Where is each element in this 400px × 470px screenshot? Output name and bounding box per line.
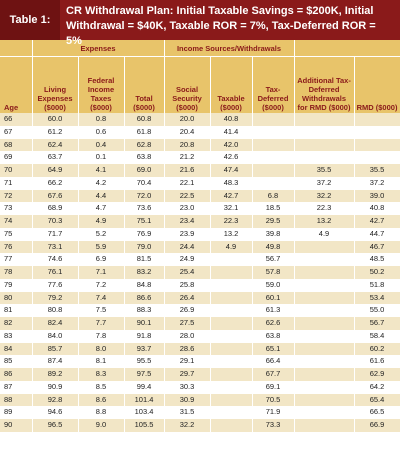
tax-deferred-cell: 73.3 [252, 419, 294, 432]
additional-rmd-cell: 4.9 [294, 228, 354, 241]
rmd-cell: 51.8 [354, 279, 400, 292]
federal-income-taxes-cell: 7.7 [78, 317, 124, 330]
tax-deferred-cell [252, 139, 294, 152]
taxable-cell: 40.8 [210, 113, 252, 126]
federal-income-taxes-cell: 7.4 [78, 292, 124, 305]
total-cell: 73.6 [124, 202, 164, 215]
federal-income-taxes-cell: 5.2 [78, 228, 124, 241]
title-bar [0, 0, 400, 47]
taxable-cell: 48.3 [210, 177, 252, 190]
social-security-cell: 25.4 [164, 266, 210, 279]
living-expenses-cell: 64.9 [32, 164, 78, 177]
living-expenses-cell: 73.1 [32, 241, 78, 254]
header-group-row [0, 40, 400, 57]
taxable-cell: 47.4 [210, 164, 252, 177]
rmd-cell: 56.7 [354, 317, 400, 330]
social-security-cell: 20.4 [164, 126, 210, 139]
taxable-cell [210, 292, 252, 305]
age-cell: 71 [0, 177, 32, 190]
living-expenses-cell: 74.6 [32, 253, 78, 266]
additional-rmd-cell [294, 317, 354, 330]
tax-deferred-cell [252, 177, 294, 190]
rmd-cell: 37.2 [354, 177, 400, 190]
table-row [0, 126, 400, 139]
living-expenses-cell: 89.2 [32, 368, 78, 381]
social-security-cell: 28.6 [164, 343, 210, 356]
total-cell: 90.1 [124, 317, 164, 330]
tax-deferred-cell: 56.7 [252, 253, 294, 266]
age-cell: 72 [0, 190, 32, 203]
table-row [0, 253, 400, 266]
tax-deferred-cell: 59.0 [252, 279, 294, 292]
table-row [0, 381, 400, 394]
social-security-cell: 25.8 [164, 279, 210, 292]
taxable-cell: 42.6 [210, 151, 252, 164]
header-group-income: Income Sources/Withdrawals [164, 40, 294, 57]
tax-deferred-cell: 67.7 [252, 368, 294, 381]
living-expenses-cell: 71.7 [32, 228, 78, 241]
header-tax-deferred: Tax-Deferred ($000) [252, 57, 294, 114]
additional-rmd-cell [294, 343, 354, 356]
living-expenses-cell: 61.2 [32, 126, 78, 139]
social-security-cell: 23.9 [164, 228, 210, 241]
federal-income-taxes-cell: 8.1 [78, 355, 124, 368]
header-age: Age [0, 57, 32, 114]
social-security-cell: 31.5 [164, 406, 210, 419]
additional-rmd-cell [294, 279, 354, 292]
table-row [0, 292, 400, 305]
federal-income-taxes-cell: 0.6 [78, 126, 124, 139]
social-security-cell: 24.4 [164, 241, 210, 254]
additional-rmd-cell [294, 381, 354, 394]
tax-deferred-cell: 60.1 [252, 292, 294, 305]
table-row [0, 215, 400, 228]
additional-rmd-cell [294, 292, 354, 305]
federal-income-taxes-cell: 4.7 [78, 202, 124, 215]
taxable-cell [210, 381, 252, 394]
living-expenses-cell: 76.1 [32, 266, 78, 279]
header-taxable: Taxable ($000) [210, 57, 252, 114]
rmd-cell [354, 126, 400, 139]
table-title: CR Withdrawal Plan: Initial Taxable Savings = $200K, Initial Withdrawal = $40K, Taxable ROR = 7%, Tax-Deferred ROR = 5% [66, 5, 376, 47]
federal-income-taxes-cell: 4.1 [78, 164, 124, 177]
rmd-cell: 42.7 [354, 215, 400, 228]
living-expenses-cell: 70.3 [32, 215, 78, 228]
table-row [0, 266, 400, 279]
taxable-cell [210, 330, 252, 343]
federal-income-taxes-cell: 7.2 [78, 279, 124, 292]
rmd-cell [354, 139, 400, 152]
tax-deferred-cell [252, 126, 294, 139]
table-row [0, 343, 400, 356]
social-security-cell: 22.5 [164, 190, 210, 203]
living-expenses-cell: 90.9 [32, 381, 78, 394]
taxable-cell [210, 406, 252, 419]
additional-rmd-cell: 32.2 [294, 190, 354, 203]
age-cell: 82 [0, 317, 32, 330]
header-column-row [0, 57, 400, 114]
federal-income-taxes-cell: 5.9 [78, 241, 124, 254]
additional-rmd-cell: 13.2 [294, 215, 354, 228]
age-cell: 80 [0, 292, 32, 305]
total-cell: 81.5 [124, 253, 164, 266]
tax-deferred-cell: 57.8 [252, 266, 294, 279]
header-group-blank [0, 40, 32, 57]
rmd-cell: 60.2 [354, 343, 400, 356]
taxable-cell [210, 304, 252, 317]
total-cell: 86.6 [124, 292, 164, 305]
federal-income-taxes-cell: 4.2 [78, 177, 124, 190]
header-total: Total ($000) [124, 57, 164, 114]
age-cell: 84 [0, 343, 32, 356]
table-row [0, 304, 400, 317]
total-cell: 69.0 [124, 164, 164, 177]
header-federal-income-taxes: Federal Income Taxes ($000) [78, 57, 124, 114]
living-expenses-cell: 63.7 [32, 151, 78, 164]
taxable-cell: 4.9 [210, 241, 252, 254]
social-security-cell: 21.2 [164, 151, 210, 164]
additional-rmd-cell [294, 139, 354, 152]
tax-deferred-cell: 49.8 [252, 241, 294, 254]
total-cell: 75.1 [124, 215, 164, 228]
social-security-cell: 29.1 [164, 355, 210, 368]
header-group-expenses: Expenses [32, 40, 164, 57]
withdrawal-table [0, 40, 400, 432]
total-cell: 97.5 [124, 368, 164, 381]
total-cell: 101.4 [124, 394, 164, 407]
living-expenses-cell: 84.0 [32, 330, 78, 343]
total-cell: 88.3 [124, 304, 164, 317]
federal-income-taxes-cell: 8.5 [78, 381, 124, 394]
additional-rmd-cell: 37.2 [294, 177, 354, 190]
tax-deferred-cell: 71.9 [252, 406, 294, 419]
age-cell: 68 [0, 139, 32, 152]
rmd-cell: 53.4 [354, 292, 400, 305]
social-security-cell: 21.6 [164, 164, 210, 177]
social-security-cell: 29.7 [164, 368, 210, 381]
total-cell: 103.4 [124, 406, 164, 419]
age-cell: 86 [0, 368, 32, 381]
additional-rmd-cell [294, 394, 354, 407]
living-expenses-cell: 77.6 [32, 279, 78, 292]
total-cell: 95.5 [124, 355, 164, 368]
federal-income-taxes-cell: 4.9 [78, 215, 124, 228]
rmd-cell: 66.5 [354, 406, 400, 419]
federal-income-taxes-cell: 0.8 [78, 113, 124, 126]
rmd-cell [354, 113, 400, 126]
living-expenses-cell: 66.2 [32, 177, 78, 190]
social-security-cell: 32.2 [164, 419, 210, 432]
rmd-cell: 58.4 [354, 330, 400, 343]
federal-income-taxes-cell: 9.0 [78, 419, 124, 432]
additional-rmd-cell [294, 113, 354, 126]
age-cell: 67 [0, 126, 32, 139]
header-additional-rmd-withdrawals: Additional Tax-Deferred Withdrawals for RMD ($000) [294, 57, 354, 114]
tax-deferred-cell [252, 113, 294, 126]
age-cell: 66 [0, 113, 32, 126]
taxable-cell [210, 253, 252, 266]
age-cell: 77 [0, 253, 32, 266]
tax-deferred-cell: 61.3 [252, 304, 294, 317]
living-expenses-cell: 67.6 [32, 190, 78, 203]
living-expenses-cell: 92.8 [32, 394, 78, 407]
table-row [0, 406, 400, 419]
living-expenses-cell: 62.4 [32, 139, 78, 152]
taxable-cell [210, 368, 252, 381]
age-cell: 74 [0, 215, 32, 228]
tax-deferred-cell: 6.8 [252, 190, 294, 203]
tax-deferred-cell: 69.1 [252, 381, 294, 394]
table-row [0, 394, 400, 407]
table-number: Table 1: [0, 0, 60, 40]
tax-deferred-cell: 39.8 [252, 228, 294, 241]
social-security-cell: 22.1 [164, 177, 210, 190]
rmd-cell: 61.6 [354, 355, 400, 368]
rmd-cell: 66.9 [354, 419, 400, 432]
federal-income-taxes-cell: 0.1 [78, 151, 124, 164]
additional-rmd-cell [294, 241, 354, 254]
social-security-cell: 24.9 [164, 253, 210, 266]
rmd-cell: 48.5 [354, 253, 400, 266]
age-cell: 76 [0, 241, 32, 254]
rmd-cell [354, 151, 400, 164]
federal-income-taxes-cell: 0.4 [78, 139, 124, 152]
federal-income-taxes-cell: 6.9 [78, 253, 124, 266]
age-cell: 88 [0, 394, 32, 407]
taxable-cell [210, 317, 252, 330]
additional-rmd-cell [294, 151, 354, 164]
total-cell: 93.7 [124, 343, 164, 356]
table-row [0, 139, 400, 152]
additional-rmd-cell: 35.5 [294, 164, 354, 177]
federal-income-taxes-cell: 7.5 [78, 304, 124, 317]
table-body [0, 113, 400, 432]
age-cell: 87 [0, 381, 32, 394]
additional-rmd-cell [294, 304, 354, 317]
tax-deferred-cell [252, 164, 294, 177]
table-row [0, 177, 400, 190]
total-cell: 72.0 [124, 190, 164, 203]
living-expenses-cell: 96.5 [32, 419, 78, 432]
rmd-cell: 64.2 [354, 381, 400, 394]
living-expenses-cell: 87.4 [32, 355, 78, 368]
table-row [0, 241, 400, 254]
header-rmd: RMD ($000) [354, 57, 400, 114]
age-cell: 85 [0, 355, 32, 368]
table-row [0, 113, 400, 126]
total-cell: 105.5 [124, 419, 164, 432]
rmd-cell: 35.5 [354, 164, 400, 177]
additional-rmd-cell [294, 406, 354, 419]
total-cell: 76.9 [124, 228, 164, 241]
social-security-cell: 26.9 [164, 304, 210, 317]
social-security-cell: 26.4 [164, 292, 210, 305]
table-row [0, 190, 400, 203]
table-header [0, 40, 400, 113]
living-expenses-cell: 85.7 [32, 343, 78, 356]
taxable-cell [210, 394, 252, 407]
rmd-cell: 62.9 [354, 368, 400, 381]
rmd-cell: 44.7 [354, 228, 400, 241]
social-security-cell: 23.0 [164, 202, 210, 215]
age-cell: 89 [0, 406, 32, 419]
living-expenses-cell: 68.9 [32, 202, 78, 215]
federal-income-taxes-cell: 4.4 [78, 190, 124, 203]
additional-rmd-cell [294, 419, 354, 432]
social-security-cell: 23.4 [164, 215, 210, 228]
additional-rmd-cell: 22.3 [294, 202, 354, 215]
tax-deferred-cell: 29.5 [252, 215, 294, 228]
age-cell: 73 [0, 202, 32, 215]
tax-deferred-cell: 63.8 [252, 330, 294, 343]
age-cell: 69 [0, 151, 32, 164]
table-row [0, 202, 400, 215]
table-row [0, 317, 400, 330]
additional-rmd-cell [294, 253, 354, 266]
header-living-expenses: Living Expenses ($000) [32, 57, 78, 114]
taxable-cell: 32.1 [210, 202, 252, 215]
living-expenses-cell: 94.6 [32, 406, 78, 419]
social-security-cell: 30.9 [164, 394, 210, 407]
age-cell: 90 [0, 419, 32, 432]
social-security-cell: 27.5 [164, 317, 210, 330]
total-cell: 99.4 [124, 381, 164, 394]
living-expenses-cell: 79.2 [32, 292, 78, 305]
total-cell: 70.4 [124, 177, 164, 190]
additional-rmd-cell [294, 355, 354, 368]
age-cell: 78 [0, 266, 32, 279]
federal-income-taxes-cell: 7.8 [78, 330, 124, 343]
living-expenses-cell: 82.4 [32, 317, 78, 330]
total-cell: 83.2 [124, 266, 164, 279]
taxable-cell: 41.4 [210, 126, 252, 139]
tax-deferred-cell: 18.5 [252, 202, 294, 215]
taxable-cell: 22.3 [210, 215, 252, 228]
header-social-security: Social Security ($000) [164, 57, 210, 114]
total-cell: 84.8 [124, 279, 164, 292]
table-row [0, 164, 400, 177]
age-cell: 70 [0, 164, 32, 177]
additional-rmd-cell [294, 266, 354, 279]
rmd-cell: 55.0 [354, 304, 400, 317]
age-cell: 83 [0, 330, 32, 343]
total-cell: 79.0 [124, 241, 164, 254]
federal-income-taxes-cell: 8.3 [78, 368, 124, 381]
total-cell: 91.8 [124, 330, 164, 343]
social-security-cell: 20.0 [164, 113, 210, 126]
age-cell: 75 [0, 228, 32, 241]
tax-deferred-cell [252, 151, 294, 164]
additional-rmd-cell [294, 368, 354, 381]
additional-rmd-cell [294, 126, 354, 139]
federal-income-taxes-cell: 8.8 [78, 406, 124, 419]
social-security-cell: 20.8 [164, 139, 210, 152]
table-row [0, 330, 400, 343]
taxable-cell: 42.0 [210, 139, 252, 152]
rmd-cell: 65.4 [354, 394, 400, 407]
taxable-cell [210, 355, 252, 368]
rmd-cell: 46.7 [354, 241, 400, 254]
total-cell: 62.8 [124, 139, 164, 152]
rmd-cell: 39.0 [354, 190, 400, 203]
living-expenses-cell: 60.0 [32, 113, 78, 126]
federal-income-taxes-cell: 8.0 [78, 343, 124, 356]
total-cell: 63.8 [124, 151, 164, 164]
taxable-cell [210, 279, 252, 292]
table-row [0, 368, 400, 381]
taxable-cell: 13.2 [210, 228, 252, 241]
total-cell: 60.8 [124, 113, 164, 126]
taxable-cell [210, 419, 252, 432]
age-cell: 81 [0, 304, 32, 317]
social-security-cell: 28.0 [164, 330, 210, 343]
taxable-cell: 42.7 [210, 190, 252, 203]
additional-rmd-cell [294, 330, 354, 343]
table-row [0, 228, 400, 241]
table-row [0, 151, 400, 164]
taxable-cell [210, 343, 252, 356]
federal-income-taxes-cell: 7.1 [78, 266, 124, 279]
rmd-cell: 40.8 [354, 202, 400, 215]
tax-deferred-cell: 66.4 [252, 355, 294, 368]
table-row [0, 279, 400, 292]
social-security-cell: 30.3 [164, 381, 210, 394]
age-cell: 79 [0, 279, 32, 292]
tax-deferred-cell: 70.5 [252, 394, 294, 407]
total-cell: 61.8 [124, 126, 164, 139]
federal-income-taxes-cell: 8.6 [78, 394, 124, 407]
header-group-blank-right [294, 40, 400, 57]
table-row [0, 355, 400, 368]
living-expenses-cell: 80.8 [32, 304, 78, 317]
rmd-cell: 50.2 [354, 266, 400, 279]
table-row [0, 419, 400, 432]
taxable-cell [210, 266, 252, 279]
tax-deferred-cell: 62.6 [252, 317, 294, 330]
tax-deferred-cell: 65.1 [252, 343, 294, 356]
